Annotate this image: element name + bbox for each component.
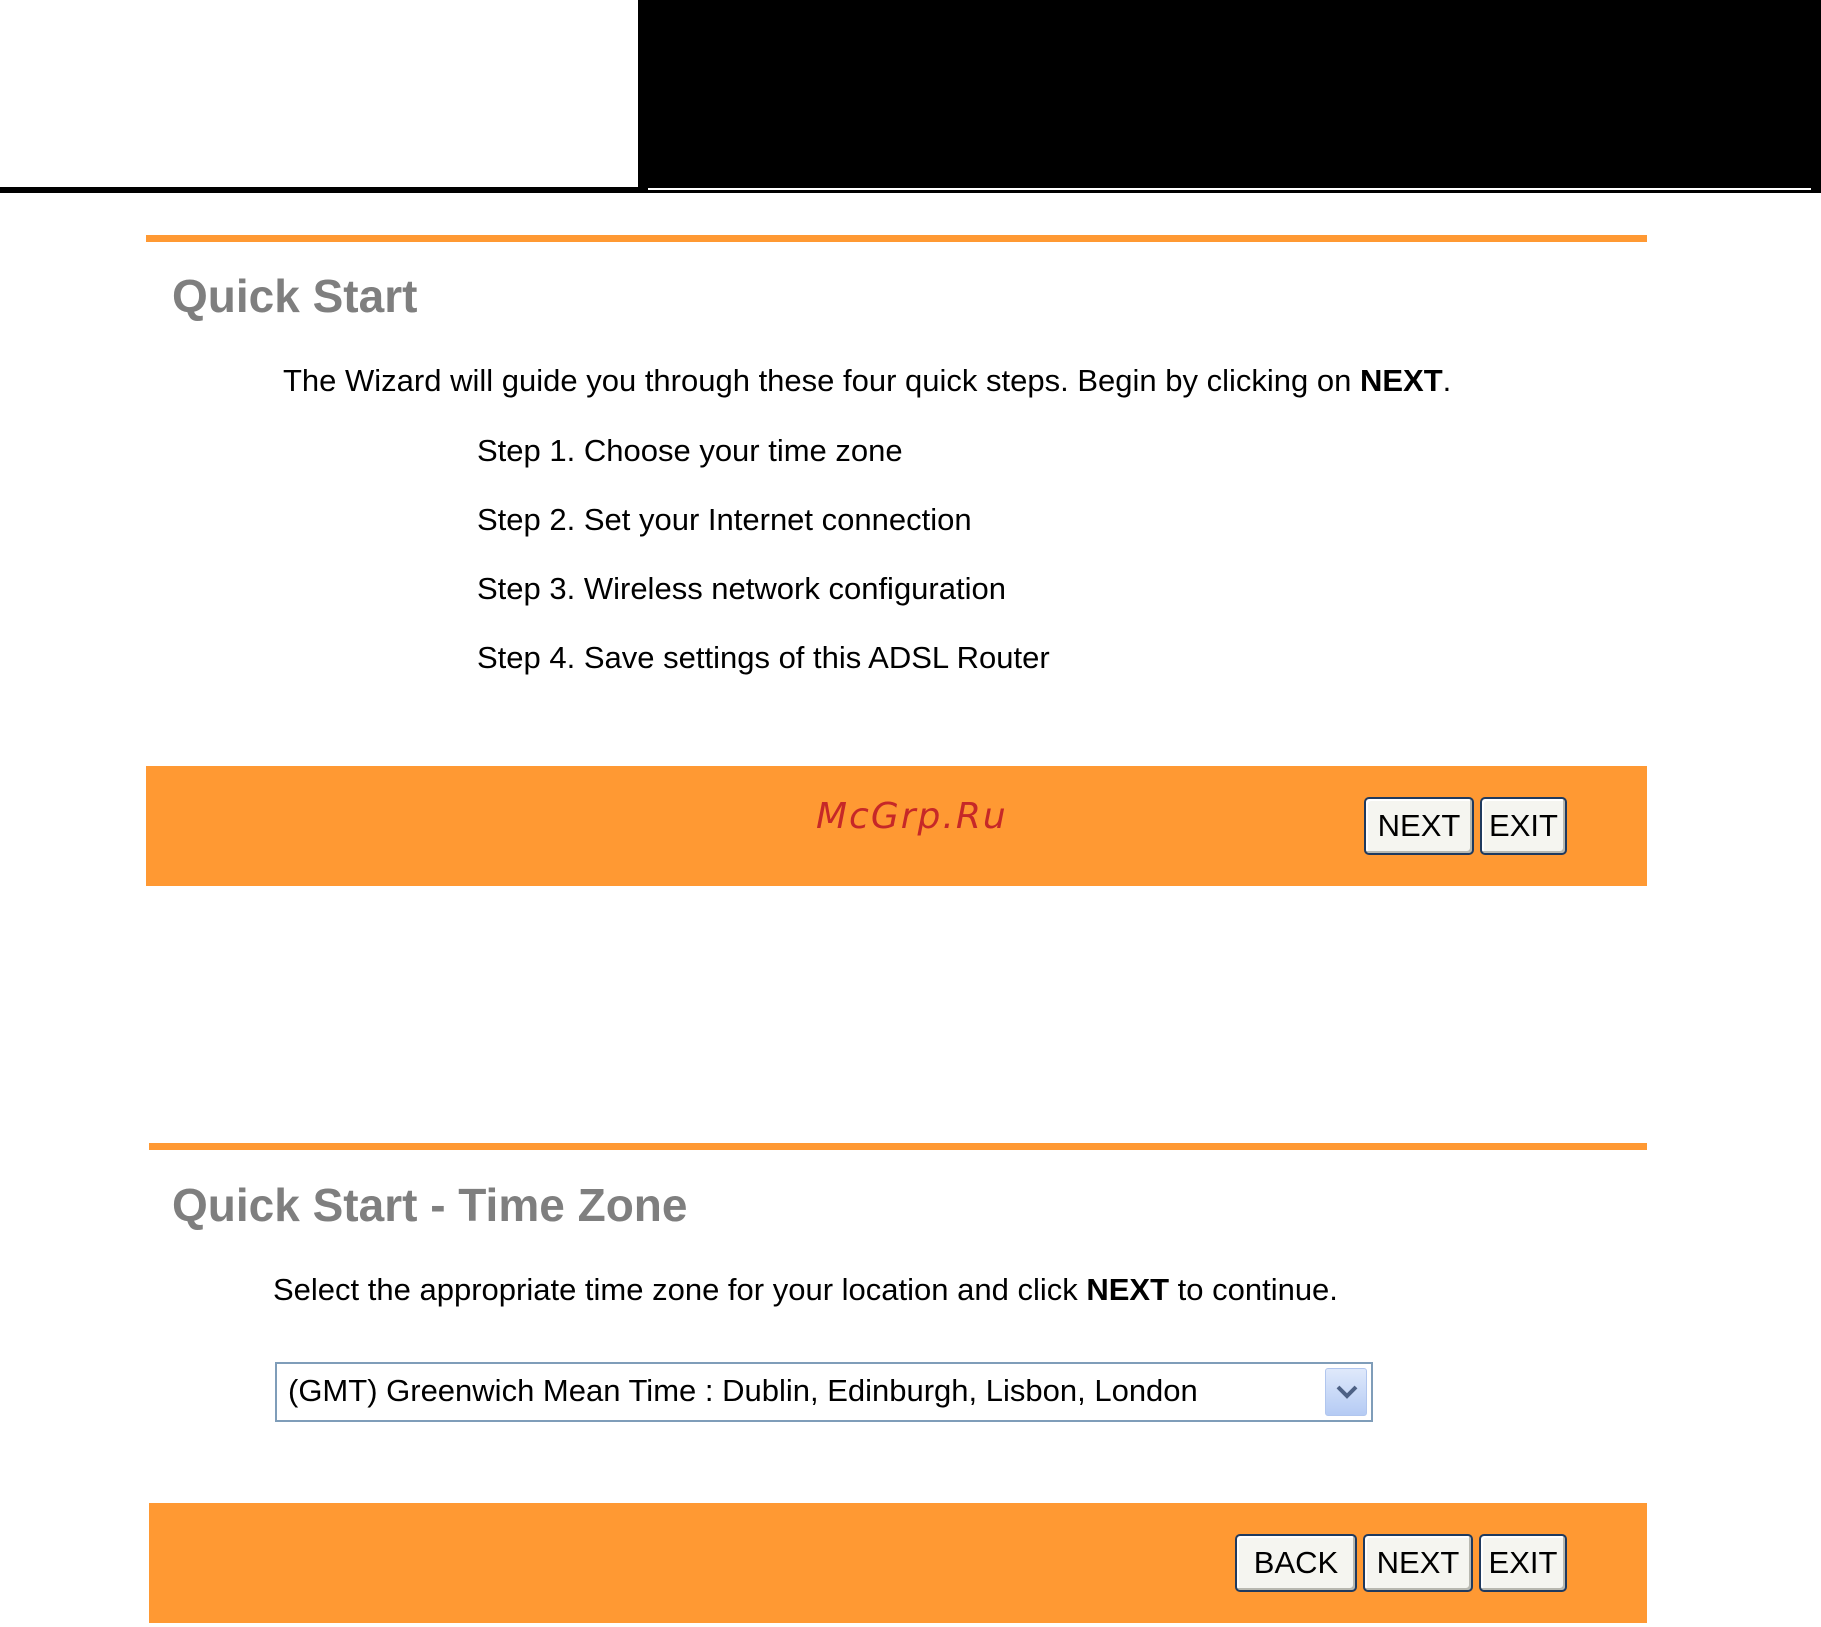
step-item: Step 1. Choose your time zone: [477, 433, 903, 468]
intro-text-end: .: [1442, 363, 1452, 398]
header-bar-edge: [648, 188, 1811, 190]
timezone-selected-value: (GMT) Greenwich Mean Time : Dublin, Edinburgh, Lisbon, London: [288, 1373, 1198, 1408]
header-rule: [0, 187, 638, 193]
intro-text-end: to continue.: [1169, 1272, 1338, 1307]
dropdown-arrow[interactable]: [1325, 1368, 1367, 1416]
time-zone-panel: [149, 1143, 1647, 1623]
watermark: McGrp.Ru: [816, 796, 1008, 837]
action-bar: [146, 766, 1647, 886]
intro-text-bold: NEXT: [1359, 363, 1443, 398]
exit-button[interactable]: EXIT: [1480, 797, 1567, 855]
step-item: Step 3. Wireless network configuration: [477, 571, 1006, 606]
top-orange-rule: [146, 235, 1647, 242]
top-orange-rule: [149, 1143, 1647, 1150]
page-title: Quick Start: [172, 270, 418, 322]
intro-text: [273, 1272, 1338, 1308]
step-item: Step 2. Set your Internet connection: [477, 502, 972, 537]
timezone-select[interactable]: [275, 1362, 1373, 1422]
steps-list: [477, 431, 1050, 707]
intro-text-start: The Wizard will guide you through these four quick steps. Begin by clicking on: [283, 363, 1360, 398]
intro-text: [283, 363, 1451, 399]
page-header-bar: [638, 0, 1821, 193]
action-bar: [149, 1503, 1647, 1623]
next-button[interactable]: NEXT: [1363, 1534, 1473, 1592]
page-title: Quick Start - Time Zone: [172, 1179, 688, 1231]
next-button[interactable]: NEXT: [1364, 797, 1474, 855]
intro-text-bold: NEXT: [1086, 1272, 1170, 1307]
quick-start-panel: [146, 235, 1647, 887]
exit-button[interactable]: EXIT: [1479, 1534, 1567, 1592]
step-item: Step 4. Save settings of this ADSL Router: [477, 640, 1050, 675]
intro-text-start: Select the appropriate time zone for your location and click: [273, 1272, 1087, 1307]
back-button[interactable]: BACK: [1235, 1534, 1357, 1592]
